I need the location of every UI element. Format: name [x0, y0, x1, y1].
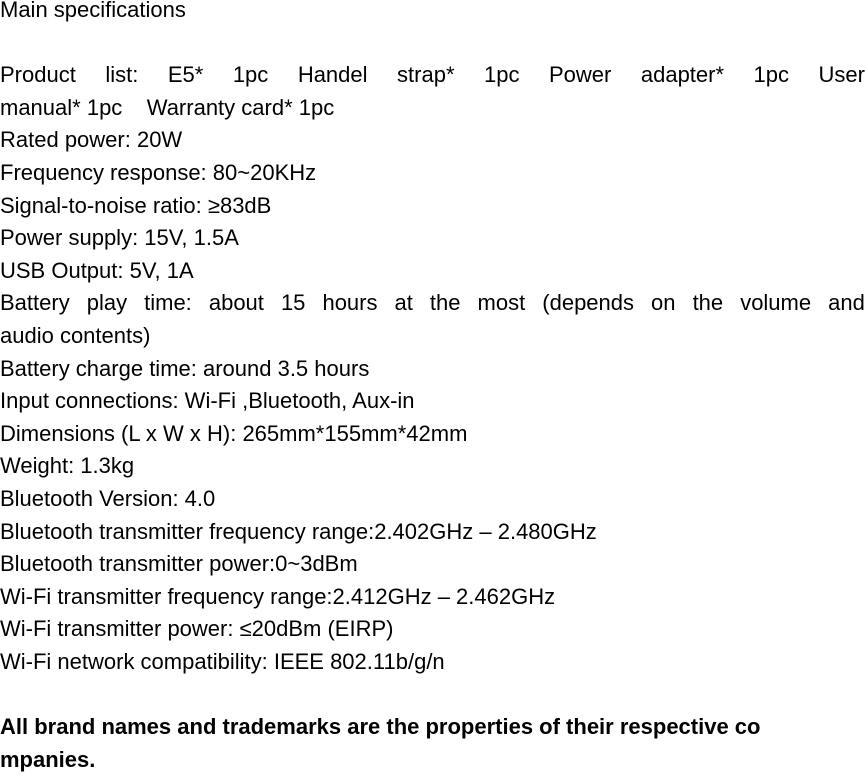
word: about — [208, 290, 264, 316]
spec-line: Battery charge time: around 3.5 hours — [0, 355, 370, 381]
product-list-line-1 — [0, 59, 865, 92]
word: at — [394, 290, 413, 316]
document-heading: Main specifications — [0, 0, 186, 22]
word: and — [828, 290, 865, 316]
spec-line: Signal-to-noise ratio: ≥83dB — [0, 192, 272, 218]
word: hours — [322, 290, 378, 316]
spec-line: USB Output: 5V, 1A — [0, 257, 194, 283]
word: the — [692, 290, 724, 316]
trademark-notice-line-1: All brand names and trademarks are the properties of their respective co — [0, 714, 761, 740]
product-list-line-2: manual* 1pc Warranty card* 1pc — [0, 94, 335, 120]
word: most — [477, 290, 526, 316]
spec-line: Dimensions (L x W x H): 265mm*155mm*42mm — [0, 420, 468, 446]
word: on — [651, 290, 676, 316]
word: 15 — [280, 290, 306, 316]
product-item: User — [818, 62, 865, 88]
spec-line: Wi-Fi network compatibility: IEEE 802.11b/g/n — [0, 648, 445, 674]
word: volume — [740, 290, 812, 316]
battery-play-line-1 — [0, 287, 865, 320]
spec-line: Wi-Fi transmitter frequency range:2.412GHz – 2.462GHz — [0, 583, 556, 609]
word: the — [429, 290, 461, 316]
word: play — [86, 290, 128, 316]
trademark-notice-line-2: mpanies. — [0, 746, 96, 772]
battery-play-line-2: audio contents) — [0, 322, 151, 348]
spec-line: Bluetooth Version: 4.0 — [0, 485, 216, 511]
product-item: Handel strap* 1pc — [297, 62, 520, 88]
spec-line: Weight: 1.3kg — [0, 453, 135, 479]
spec-line: Frequency response: 80~20KHz — [0, 159, 317, 185]
spec-line: Wi-Fi transmitter power: ≤20dBm (EIRP) — [0, 616, 394, 642]
word: Battery — [0, 290, 70, 316]
spec-line: Input connections: Wi-Fi ,Bluetooth, Aux-in — [0, 388, 415, 414]
product-item: E5* 1pc — [167, 62, 269, 88]
spec-line: Rated power: 20W — [0, 127, 183, 153]
word: (depends — [542, 290, 635, 316]
product-item: Power adapter* 1pc — [549, 62, 790, 88]
spec-line: Power supply: 15V, 1.5A — [0, 225, 239, 251]
product-list-label: Product list: — [0, 62, 139, 88]
word: time: — [144, 290, 192, 316]
blank-line — [0, 27, 865, 60]
spec-line: Bluetooth transmitter power:0~3dBm — [0, 551, 358, 577]
blank-line — [0, 678, 865, 711]
spec-line: Bluetooth transmitter frequency range:2.402GHz – 2.480GHz — [0, 518, 597, 544]
